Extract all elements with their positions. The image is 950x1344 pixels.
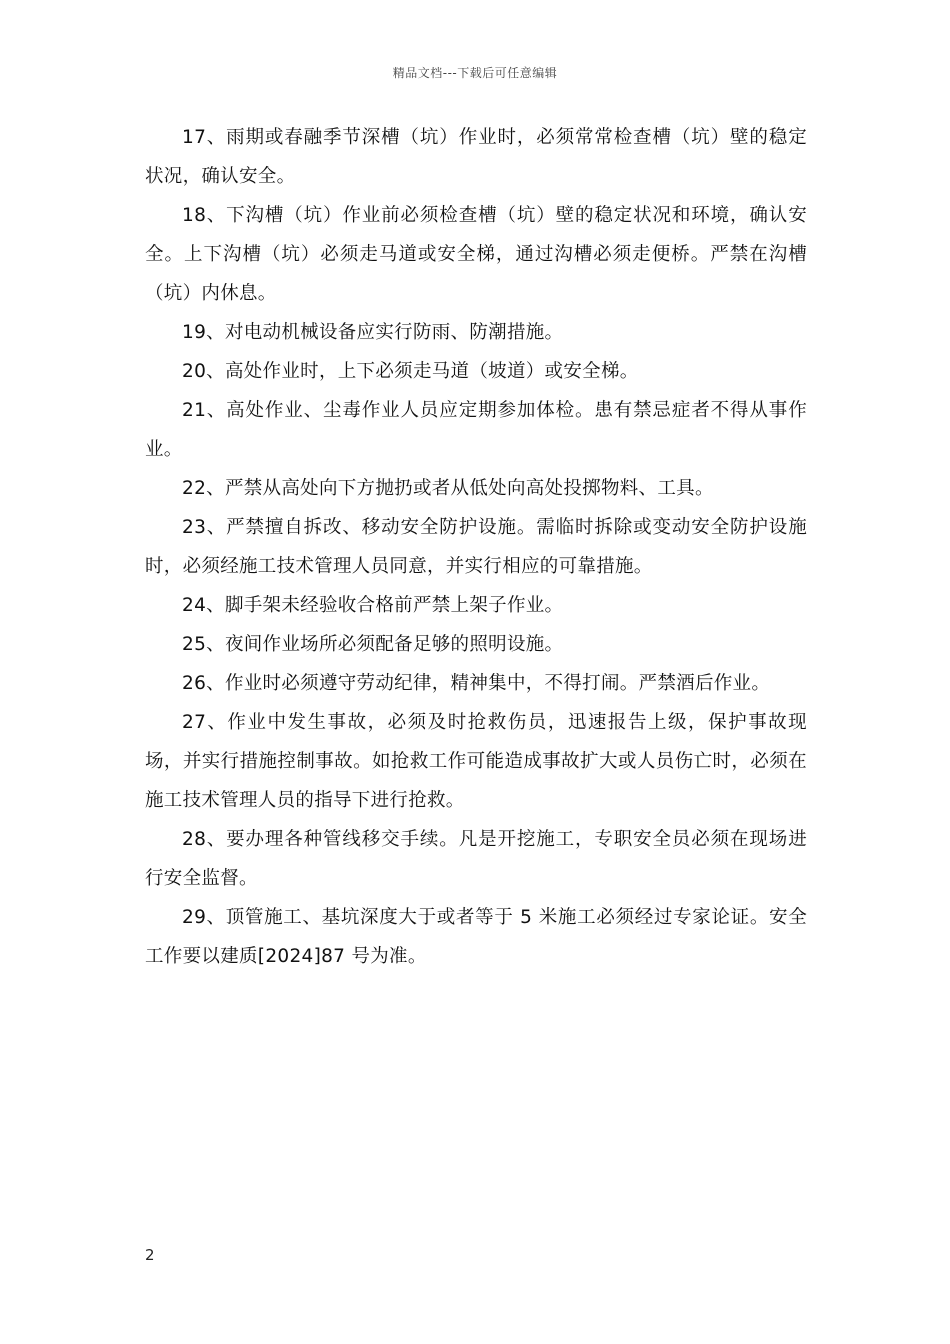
paragraph-24: 24、脚手架未经验收合格前严禁上架子作业。 bbox=[182, 595, 564, 616]
paragraph-19: 19、对电动机械设备应实行防雨、防潮措施。 bbox=[182, 322, 564, 343]
page-number: 2 bbox=[145, 1246, 155, 1264]
paragraph-18: 18、下沟槽（坑）作业前必须检查槽（坑）壁的稳定状况和环境，确认安全。上下沟槽（坑）必须走马道或安全梯，通过沟槽必须走便桥。严禁在沟槽（坑）内休息。 bbox=[145, 205, 807, 304]
paragraph-28: 28、要办理各种管线移交手续。凡是开挖施工，专职安全员必须在现场进行安全监督。 bbox=[145, 829, 807, 889]
paragraph-25: 25、夜间作业场所必须配备足够的照明设施。 bbox=[182, 634, 564, 655]
paragraph-27: 27、作业中发生事故，必须及时抢救伤员，迅速报告上级，保护事故现场，并实行措施控制事故。如抢救工作可能造成事故扩大或人员伤亡时，必须在施工技术管理人员的指导下进行抢救。 bbox=[145, 712, 807, 811]
paragraph-23: 23、严禁擅自拆改、移动安全防护设施。需临时拆除或变动安全防护设施时，必须经施工技术管理人员同意，并实行相应的可靠措施。 bbox=[145, 517, 807, 577]
page-header: 精品文档---下载后可任意编辑 bbox=[392, 66, 558, 80]
document-body bbox=[145, 118, 807, 976]
paragraph-21: 21、高处作业、尘毒作业人员应定期参加体检。患有禁忌症者不得从事作业。 bbox=[145, 400, 807, 460]
paragraph-22: 22、严禁从高处向下方抛扔或者从低处向高处投掷物料、工具。 bbox=[182, 478, 714, 499]
paragraph-26: 26、作业时必须遵守劳动纪律，精神集中，不得打闹。严禁酒后作业。 bbox=[182, 673, 771, 694]
paragraph-20: 20、高处作业时，上下必须走马道（坡道）或安全梯。 bbox=[182, 361, 639, 382]
paragraph-17: 17、雨期或春融季节深槽（坑）作业时，必须常常检查槽（坑）壁的稳定状况，确认安全。 bbox=[145, 127, 807, 187]
paragraph-29: 29、顶管施工、基坑深度大于或者等于 5 米施工必须经过专家论证。安全工作要以建质[2024]87 号为准。 bbox=[145, 907, 807, 967]
